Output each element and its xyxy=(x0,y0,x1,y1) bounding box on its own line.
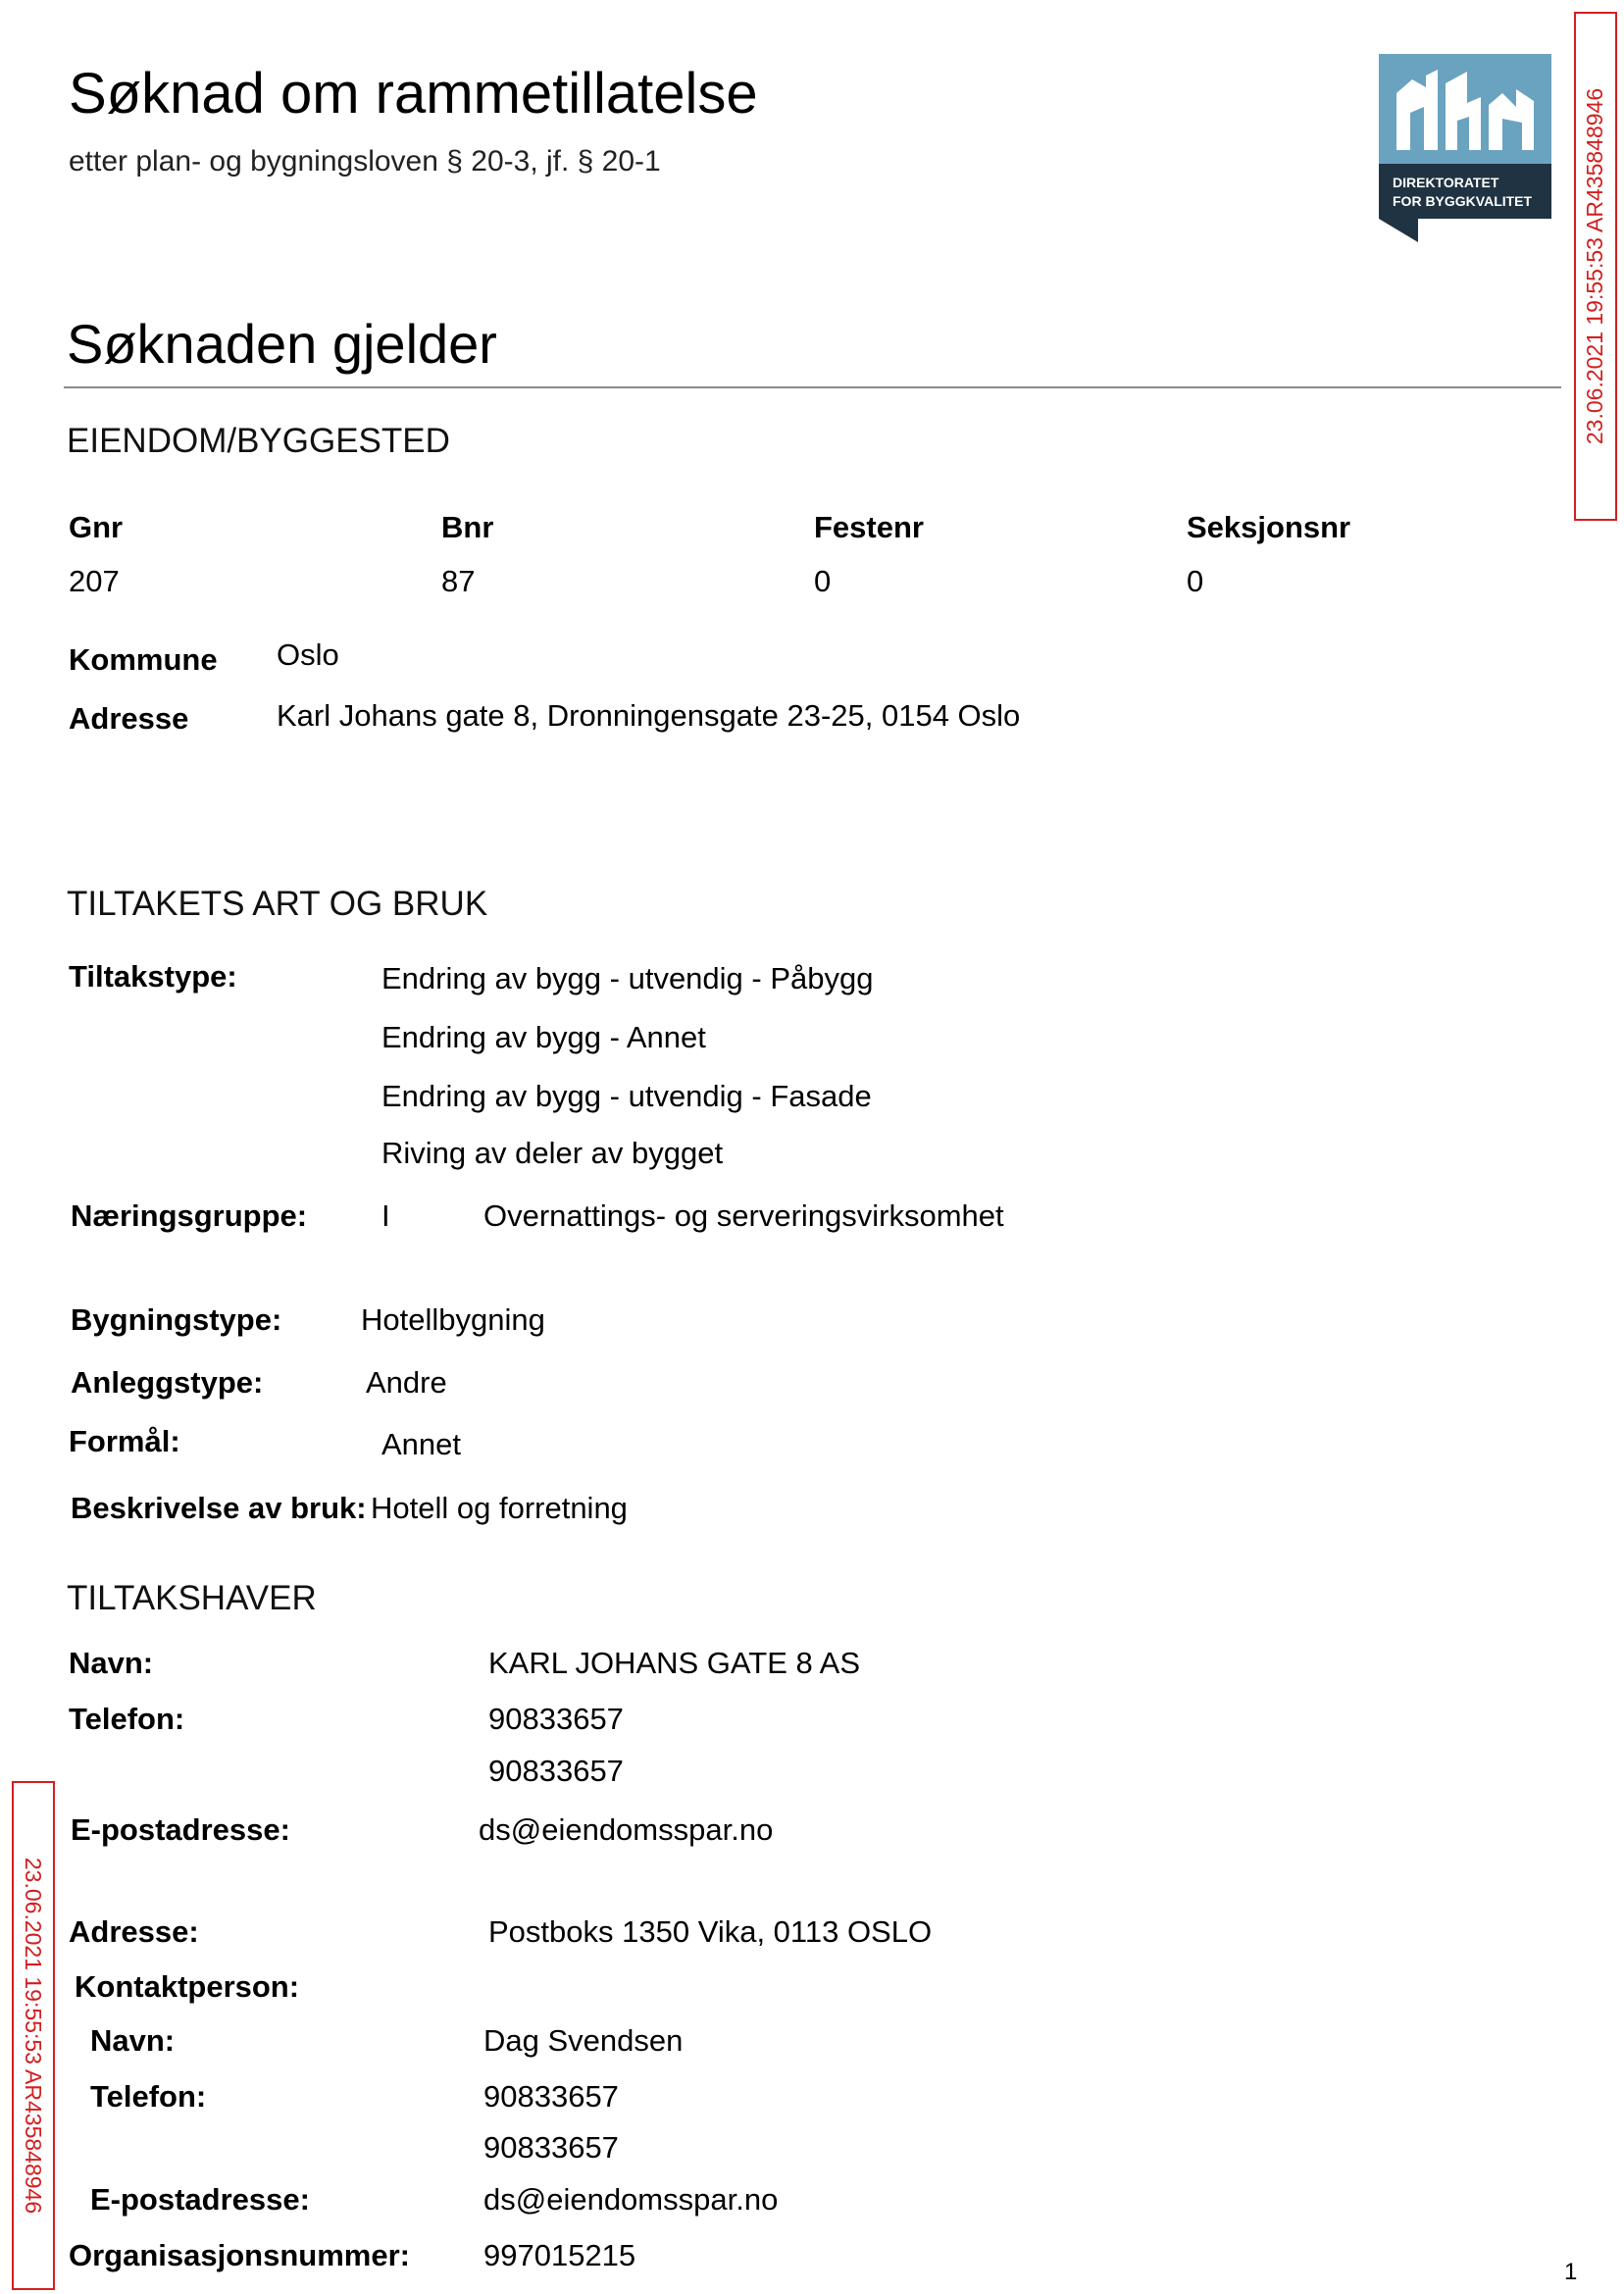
tiltakshaver-telefon-value: 90833657 xyxy=(488,1702,624,1736)
adresse-value: Karl Johans gate 8, Dronningensgate 23-25, 0154 Oslo xyxy=(277,698,1021,733)
orgnr-value: 997015215 xyxy=(483,2238,636,2272)
tiltakstype-item: Endring av bygg - utvendig - Påbygg xyxy=(381,961,874,995)
tiltakshaver-adresse-value: Postboks 1350 Vika, 0113 OSLO xyxy=(488,1914,933,1949)
section-title: Søknaden gjelder xyxy=(67,313,497,375)
document-title: Søknad om rammetillatelse xyxy=(69,62,758,126)
tiltakshaver-telefon-value-2: 90833657 xyxy=(488,1754,624,1788)
dibk-logo xyxy=(1379,54,1551,242)
formal-value: Annet xyxy=(381,1427,462,1461)
beskrivelse-value: Hotell og forretning xyxy=(371,1491,628,1525)
kontaktperson-telefon-value: 90833657 xyxy=(483,2079,619,2114)
archive-stamp-text: 23.06.2021 19:55:53 AR435848946 xyxy=(21,1857,47,2215)
seksjonsnr-label: Seksjonsnr xyxy=(1187,510,1351,544)
tiltakshaver-navn-value: KARL JOHANS GATE 8 AS xyxy=(488,1646,861,1680)
festenr-label: Festenr xyxy=(814,510,924,544)
kontaktperson-navn-value: Dag Svendsen xyxy=(483,2023,684,2058)
adresse-label: Adresse xyxy=(69,701,189,736)
kontaktperson-telefon-label: Telefon: xyxy=(90,2079,207,2114)
anleggstype-value: Andre xyxy=(366,1365,447,1400)
festenr-value: 0 xyxy=(814,564,832,598)
logo-text-line2: FOR BYGGKVALITET xyxy=(1393,193,1533,209)
gnr-label: Gnr xyxy=(69,510,124,544)
kontaktperson-epost-value: ds@eiendomsspar.no xyxy=(483,2182,779,2217)
logo-text-line1: DIREKTORATET xyxy=(1393,175,1499,190)
archive-stamp-right xyxy=(1574,12,1617,521)
tiltak-heading: TILTAKETS ART OG BRUK xyxy=(67,885,488,923)
page-number: 1 xyxy=(1564,2259,1578,2285)
section-divider xyxy=(64,386,1561,388)
formal-label: Formål: xyxy=(69,1424,180,1458)
naeringsgruppe-value: Overnattings- og serveringsvirksomhet xyxy=(483,1198,1004,1233)
tiltakshaver-epost-label: E-postadresse: xyxy=(71,1812,290,1847)
orgnr-label: Organisasjonsnummer: xyxy=(69,2238,410,2272)
bygningstype-label: Bygningstype: xyxy=(71,1302,282,1337)
tiltakshaver-epost-value: ds@eiendomsspar.no xyxy=(479,1812,774,1847)
seksjonsnr-value: 0 xyxy=(1187,564,1204,598)
tiltakshaver-telefon-label: Telefon: xyxy=(69,1702,185,1736)
bnr-label: Bnr xyxy=(441,510,494,544)
kontaktperson-epost-label: E-postadresse: xyxy=(90,2182,310,2217)
gnr-value: 207 xyxy=(69,564,120,598)
bnr-value: 87 xyxy=(441,564,476,598)
tiltakshaver-heading: TILTAKSHAVER xyxy=(67,1579,317,1617)
beskrivelse-label: Beskrivelse av bruk: xyxy=(71,1491,367,1525)
kommune-label: Kommune xyxy=(69,642,218,677)
archive-stamp-left xyxy=(12,1781,55,2290)
tiltakshaver-navn-label: Navn: xyxy=(69,1646,154,1680)
eiendom-heading: EIENDOM/BYGGESTED xyxy=(67,422,450,460)
archive-stamp-text: 23.06.2021 19:55:53 AR435848946 xyxy=(1582,87,1608,445)
kontaktperson-navn-label: Navn: xyxy=(90,2023,176,2058)
naeringsgruppe-code: I xyxy=(381,1198,390,1233)
tiltakshaver-adresse-label: Adresse: xyxy=(69,1914,199,1949)
dibk-logo-graphic xyxy=(1379,54,1551,242)
tiltakstype-item: Endring av bygg - Annet xyxy=(381,1020,706,1054)
tiltakstype-label: Tiltakstype: xyxy=(69,959,237,994)
kontaktperson-telefon-value-2: 90833657 xyxy=(483,2130,619,2165)
document-subtitle: etter plan- og bygningsloven § 20-3, jf. § 20-1 xyxy=(69,145,661,178)
anleggstype-label: Anleggstype: xyxy=(71,1365,264,1400)
bygningstype-value: Hotellbygning xyxy=(361,1302,545,1337)
tiltakstype-item: Riving av deler av bygget xyxy=(381,1136,724,1170)
tiltakstype-item: Endring av bygg - utvendig - Fasade xyxy=(381,1079,872,1113)
kommune-value: Oslo xyxy=(277,637,339,672)
kontaktperson-label: Kontaktperson: xyxy=(75,1969,300,2004)
naeringsgruppe-label: Næringsgruppe: xyxy=(71,1198,308,1233)
